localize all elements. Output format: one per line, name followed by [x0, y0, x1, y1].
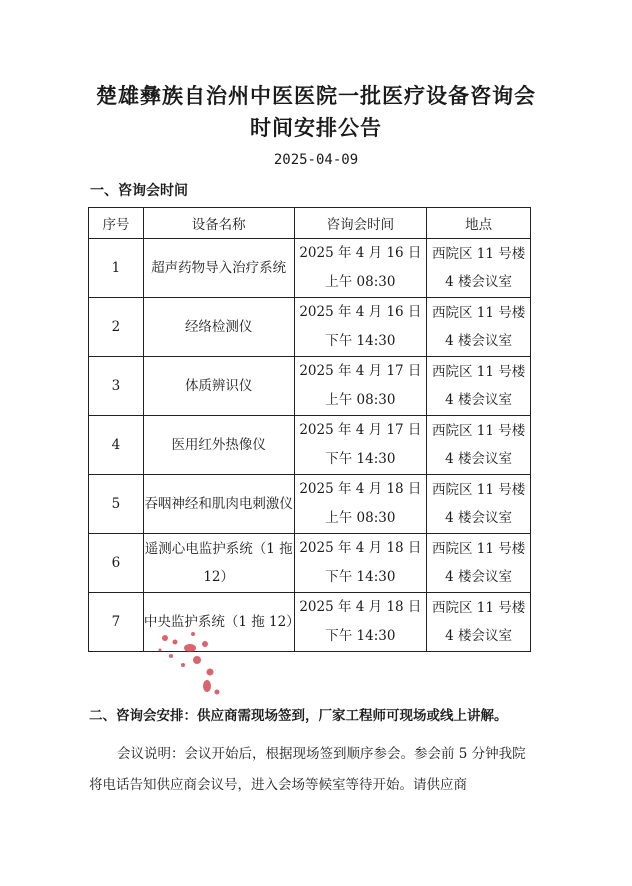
- row-time: [294, 416, 427, 475]
- row-clock: 下午 14:30: [325, 333, 396, 349]
- table-row: [89, 475, 531, 534]
- row-date: 2025 年 4 月 18 日: [299, 540, 422, 556]
- header-no: 序号: [89, 208, 144, 239]
- row-place: 西院区 11 号楼 4 楼会议室: [427, 416, 531, 475]
- table-row: [89, 416, 531, 475]
- row-no: 6: [89, 534, 144, 593]
- row-time: [294, 357, 427, 416]
- row-date: 2025 年 4 月 18 日: [299, 481, 422, 497]
- row-no: 2: [89, 298, 144, 357]
- row-place: 西院区 11 号楼 4 楼会议室: [427, 239, 531, 298]
- row-device: 体质辨识仪: [143, 357, 294, 416]
- row-clock: 下午 14:30: [325, 569, 396, 585]
- schedule-table: [88, 207, 531, 652]
- row-no: 7: [89, 593, 144, 652]
- row-device: 吞咽神经和肌肉电刺激仪: [143, 475, 294, 534]
- section2-heading: 二、咨询会安排：供应商需现场签到，厂家工程师可现场或线上讲解。: [89, 708, 508, 724]
- row-no: 5: [89, 475, 144, 534]
- table-row: [89, 357, 531, 416]
- row-place: 西院区 11 号楼 4 楼会议室: [427, 534, 531, 593]
- row-no: 3: [89, 357, 144, 416]
- row-time: [294, 534, 427, 593]
- header-place: 地点: [427, 208, 531, 239]
- section1-heading: 一、咨询会时间: [90, 183, 188, 199]
- notice-title-line2: 时间安排公告: [250, 116, 382, 140]
- row-clock: 上午 08:30: [325, 510, 396, 526]
- row-place: 西院区 11 号楼 4 楼会议室: [427, 298, 531, 357]
- row-date: 2025 年 4 月 16 日: [299, 304, 422, 320]
- notice-title-line1: 楚雄彝族自治州中医医院一批医疗设备咨询会: [96, 84, 536, 108]
- row-date: 2025 年 4 月 16 日: [299, 245, 422, 261]
- row-time: [294, 298, 427, 357]
- row-device: 超声药物导入治疗系统: [143, 239, 294, 298]
- row-clock: 下午 14:30: [325, 628, 396, 644]
- table-row: [89, 239, 531, 298]
- row-clock: 上午 08:30: [325, 274, 396, 290]
- row-clock: 上午 08:30: [325, 392, 396, 408]
- row-device: 中央监护系统（1 拖 12）: [143, 593, 294, 652]
- table-header-row: [89, 208, 531, 239]
- row-time: [294, 593, 427, 652]
- meeting-description: 会议说明：会议开始后，根据现场签到顺序参会。参会前 5 分钟我院将电话告知供应商会议号，进入会场等候室等待开始。请供应商: [89, 746, 526, 793]
- row-date: 2025 年 4 月 17 日: [299, 422, 422, 438]
- header-device: 设备名称: [143, 208, 294, 239]
- row-no: 1: [89, 239, 144, 298]
- row-place: 西院区 11 号楼 4 楼会议室: [427, 593, 531, 652]
- row-date: 2025 年 4 月 18 日: [299, 599, 422, 615]
- row-clock: 下午 14:30: [325, 451, 396, 467]
- table-row: [89, 593, 531, 652]
- notice-date: 2025-04-09: [273, 152, 359, 168]
- table-row: [89, 534, 531, 593]
- row-date: 2025 年 4 月 17 日: [299, 363, 422, 379]
- row-place: 西院区 11 号楼 4 楼会议室: [427, 357, 531, 416]
- row-time: [294, 475, 427, 534]
- row-device: 经络检测仪: [143, 298, 294, 357]
- row-time: [294, 239, 427, 298]
- table-row: [89, 298, 531, 357]
- row-device: 遥测心电监护系统（1 拖 12）: [143, 534, 294, 593]
- row-place: 西院区 11 号楼 4 楼会议室: [427, 475, 531, 534]
- row-no: 4: [89, 416, 144, 475]
- row-device: 医用红外热像仪: [143, 416, 294, 475]
- header-time: 咨询会时间: [294, 208, 427, 239]
